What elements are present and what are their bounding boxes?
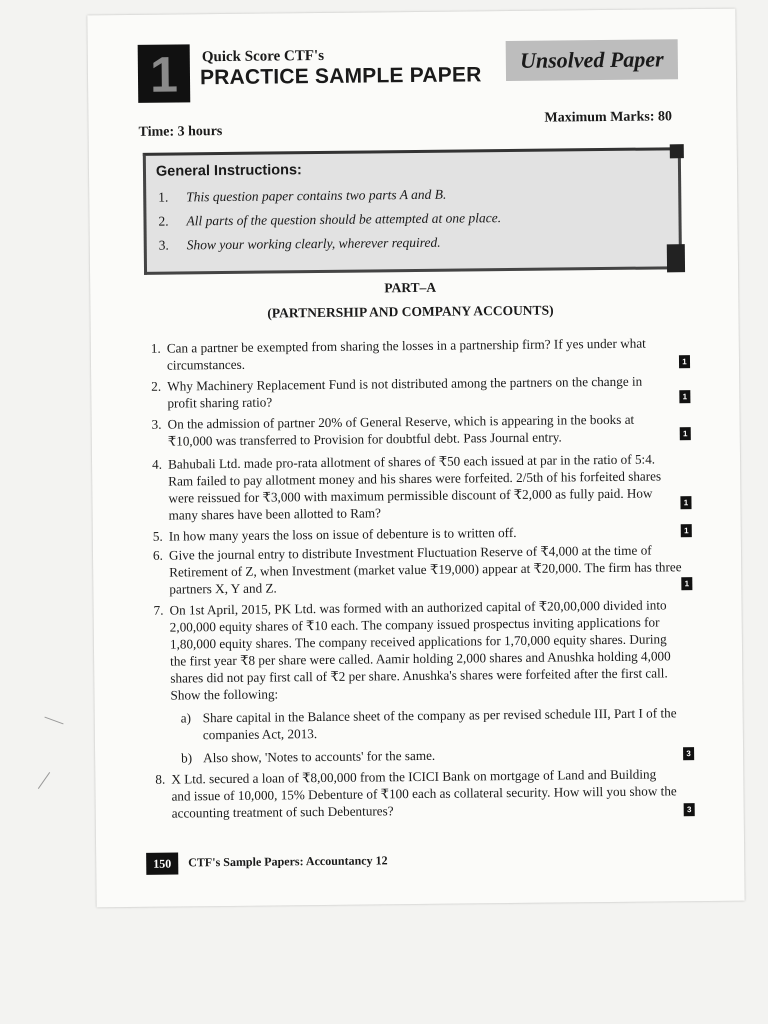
- question-line: Why Machinery Replacement Fund is not distributed among the partners on the change in: [167, 373, 643, 394]
- question-line: many shares have been allotted to Ram?: [168, 505, 382, 523]
- question-line: accounting treatment of such Debentures?: [171, 803, 394, 821]
- question-line: companies Act, 2013.: [202, 726, 318, 743]
- question-7-part-b: [181, 744, 701, 766]
- instructions-list: [158, 186, 501, 262]
- instruction-number: 3.: [158, 237, 169, 253]
- instruction-item: [158, 210, 501, 238]
- question-7: [153, 596, 702, 704]
- question-4: [152, 450, 701, 524]
- instruction-text: All parts of the question should be attempted at one place.: [186, 210, 502, 229]
- question-line: Share capital in the Balance sheet of the company as per revised schedule III, Part I of the: [202, 705, 677, 726]
- question-number: 4.: [151, 456, 163, 472]
- subpart-label: b): [181, 750, 193, 766]
- instruction-item: [158, 186, 501, 214]
- part-subtitle: (PARTNERSHIP AND COMPANY ACCOUNTS): [267, 302, 554, 321]
- question-number: 1.: [150, 340, 161, 356]
- question-number: 2.: [151, 378, 162, 394]
- question-line: Can a partner be exempted from sharing the losses in a partnership firm? If yes under what: [166, 335, 646, 356]
- question-line: ₹10,000 was transferred to Provision for doubtful debt. Pass Journal entry.: [167, 429, 562, 449]
- page-number: 150: [146, 853, 178, 875]
- question-6: [153, 541, 702, 598]
- question-line: were reissued for ₹3,000 with maximum permissible discount of ₹2,000 as fully paid. How: [168, 485, 653, 506]
- question-line: Ram failed to pay allotment money and his shares were forfeited. 2/5th of his forfeited shares: [168, 468, 662, 489]
- paper-sheet: [87, 9, 744, 908]
- question-number: 5.: [152, 528, 163, 544]
- question-8: [155, 765, 704, 822]
- marks-badge: 1: [681, 577, 692, 590]
- question-line: In how many years the loss on issue of debenture is to written off.: [168, 524, 517, 544]
- question-line: Bahubali Ltd. made pro-rata allotment of shares of ₹50 each issued at par in the ratio of 5:4.: [167, 451, 656, 472]
- pen-mark: [44, 717, 63, 725]
- marks-badge: 3: [683, 747, 694, 760]
- instruction-text: Show your working clearly, wherever required.: [186, 234, 441, 253]
- time-label: Time: 3 hours: [138, 124, 223, 140]
- question-2: [151, 372, 699, 412]
- question-number: 7.: [153, 602, 164, 618]
- paper-title: PRACTICE SAMPLE PAPER: [199, 63, 482, 90]
- question-number: 6.: [152, 547, 163, 563]
- pen-mark: [38, 772, 50, 789]
- question-line: Also show, 'Notes to accounts' for the same.: [203, 747, 436, 766]
- instruction-number: 2.: [158, 213, 169, 229]
- question-line: partners X, Y and Z.: [169, 580, 277, 597]
- book-title: CTF's Sample Papers: Accountancy 12: [188, 853, 388, 870]
- question-line: and issue of 10,000, 15% Debenture of ₹100 each as collateral security. How will you show the: [171, 783, 677, 804]
- question-7-part-a: [181, 704, 701, 743]
- unsolved-badge: Unsolved Paper: [506, 39, 678, 81]
- subpart-label: a): [180, 710, 192, 726]
- marks-badge: 1: [679, 390, 690, 403]
- question-line: 2,00,000 equity shares of ₹10 each. The company issued prospectus inviting applications for: [169, 614, 660, 635]
- marks-badge: 1: [681, 524, 692, 537]
- instructions-box: [143, 147, 682, 275]
- marks-badge: 1: [680, 427, 691, 440]
- question-line: Retirement of Z, when Investment (market value ₹19,000) appear at ₹20,000. The firm has three: [169, 559, 682, 580]
- instruction-number: 1.: [158, 189, 169, 205]
- question-line: circumstances.: [166, 356, 246, 373]
- question-line: profit sharing ratio?: [167, 394, 273, 411]
- max-marks-label: Maximum Marks: 80: [544, 109, 673, 126]
- part-label: PART–A: [384, 279, 437, 296]
- question-line: shares did not pay first call of ₹2 per share. Anushka's shares were forfeited after the first call.: [170, 665, 668, 686]
- question-3: [152, 410, 700, 450]
- question-line: 1,80,000 equity shares. The company received applications for 1,70,000 equity shares. During: [169, 631, 667, 652]
- question-1: [151, 334, 699, 374]
- question-number: 8.: [155, 771, 166, 787]
- question-line: Give the journal entry to distribute Investment Fluctuation Reserve of ₹4,000 at the time of: [168, 542, 652, 563]
- chapter-number-box: 1: [138, 44, 191, 103]
- instructions-heading: General Instructions:: [155, 162, 302, 180]
- marks-badge: 3: [684, 803, 695, 816]
- instruction-item: [159, 234, 502, 262]
- corner-decoration: [670, 144, 684, 158]
- series-title: Quick Score CTF's: [201, 47, 325, 66]
- question-line: the first year ₹8 per share were called. Aamir holding 2,000 shares and Anushka holding 4,000: [170, 648, 671, 669]
- instruction-text: This question paper contains two parts A and B.: [186, 186, 447, 205]
- question-line: X Ltd. secured a loan of ₹8,00,000 from the ICICI Bank on mortgage of Land and Building: [171, 766, 657, 787]
- marks-badge: 1: [680, 496, 691, 509]
- marks-badge: 1: [679, 355, 690, 368]
- question-line: Show the following:: [170, 686, 279, 703]
- corner-decoration: [667, 244, 685, 272]
- question-line: On the admission of partner 20% of General Reserve, which is appearing in the books at: [167, 411, 635, 432]
- question-line: On 1st April, 2015, PK Ltd. was formed with an authorized capital of ₹20,00,000 divided into: [169, 597, 667, 618]
- question-number: 3.: [151, 416, 162, 432]
